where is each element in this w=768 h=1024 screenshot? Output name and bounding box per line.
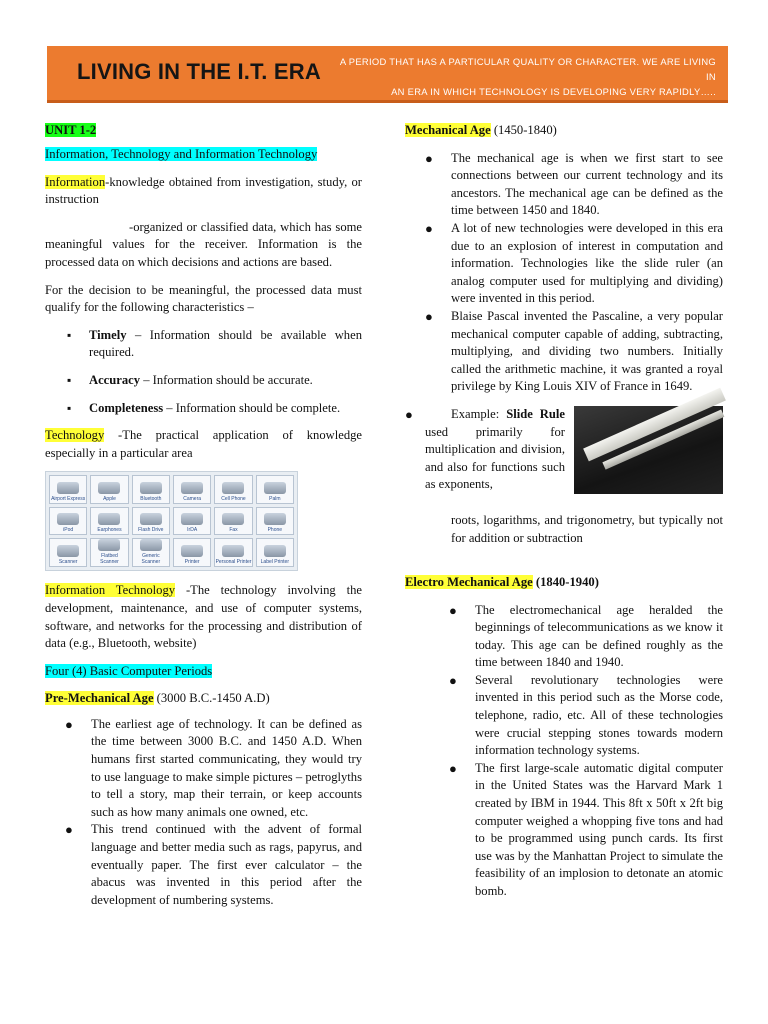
device-tile: Earphones — [90, 507, 128, 536]
technology-term: Technology — [45, 428, 105, 443]
premech-heading: Pre-Mechanical Age (3000 B.C.-1450 A.D) — [45, 691, 270, 706]
list-item: ● The earliest age of technology. It can be defined as the time between 3000 B.C. and 1450 A.D. When humans first started communicating, they would try to use language to make simple pictures – petroglyths to tell a story, map their terrain, or keep accounts such as how many animals one owned, etc. — [65, 716, 362, 819]
electro-heading: Electro Mechanical Age (1840-1940) — [405, 574, 599, 589]
slide-rule-image — [574, 406, 723, 494]
mechanical-list — [405, 150, 723, 396]
technology-definition: Technology -The practical application of knowledge especially in a particular area — [45, 428, 362, 460]
information-def-text: -knowledge obtained from investigation, study, or instruction — [45, 174, 362, 207]
device-tile: Cell Phone — [214, 475, 252, 504]
bullet-icon: ● — [449, 672, 457, 688]
device-tile: Personal Printer — [214, 538, 252, 567]
device-tile: Scanner — [49, 538, 87, 567]
list-item: ● The mechanical age is when we first start to see connections between our current technology and its ancestors. The mechanical age can be defined as the time between 1450 and 1840. — [425, 150, 723, 218]
electro-title: Electro Mechanical Age — [405, 574, 533, 589]
bullet-icon: ● — [65, 716, 73, 732]
periods-heading: Four (4) Basic Computer Periods — [45, 663, 213, 678]
bullet-icon: ● — [425, 308, 433, 324]
list-item: ● A lot of new technologies were developed in this era due to an explosion of interest in computation and information. Technologies like the slide ruler (an analog computer used for multiplying and dividing) were invented in this period. — [425, 220, 723, 306]
list-item: ▪ Timely – Information should be available when required. — [67, 327, 362, 360]
slide-rule-term: Slide Rule — [506, 406, 565, 421]
device-tile: Generic Scanner — [132, 538, 170, 567]
bullet-icon: ● — [425, 150, 433, 166]
tagline-line-2: AN ERA IN WHICH TECHNOLOGY IS DEVELOPING VERY RAPIDLY….. — [391, 86, 716, 97]
unit-subtitle: Information, Technology and Information Technology — [45, 147, 318, 161]
list-item: ● Blaise Pascal invented the Pascaline, a very popular mechanical computer capable of adding, subtracting, multiplying, and dividing two numbers. Initially called the arithmetic machine, it was granted a royal privilege by King Louis XIV of France in 1649. — [425, 308, 723, 394]
bullet-icon: ▪ — [67, 372, 72, 387]
tagline-line-1: A PERIOD THAT HAS A PARTICULAR QUALITY OR CHARACTER. WE ARE LIVING IN — [339, 56, 716, 82]
device-tile: Flash Drive — [132, 507, 170, 536]
premech-list — [45, 716, 362, 910]
device-tile: Fax — [214, 507, 252, 536]
device-tile: iPod — [49, 507, 87, 536]
right-column — [405, 122, 723, 901]
bullet-icon: ● — [425, 220, 433, 236]
premech-title: Pre-Mechanical Age — [45, 691, 154, 706]
information-term: Information — [45, 174, 106, 189]
it-definition: Information Technology -The technology involving the development, maintenance, and use of computer systems, software, and networks for the processing and distribution of data (e.g., Bluetooth, website) — [45, 583, 362, 651]
bullet-icon: ● — [449, 602, 457, 618]
example-continuation: roots, logarithms, and trigonometry, but typically not for addition or subtraction — [451, 512, 723, 545]
list-item: ▪ Accuracy – Information should be accurate. — [45, 372, 362, 390]
mechanical-title: Mechanical Age — [405, 123, 491, 137]
bullet-icon: ● — [65, 822, 73, 838]
electro-list — [405, 602, 723, 901]
bullet-icon: ● — [449, 760, 457, 776]
device-tile: IrDA — [173, 507, 211, 536]
characteristics-list — [45, 327, 362, 417]
example-text: ● Example: Slide Rule used primarily for multiplication and division, and also for functions such as exponents, — [405, 406, 565, 492]
bullet-icon: ▪ — [67, 327, 72, 342]
page-header — [47, 46, 728, 103]
information-def-2: -organized or classified data, which has some meaningful values for the receiver. Information is the processed data on which decisions and actions are based. — [45, 219, 362, 269]
device-tile: Flatbed Scanner — [90, 538, 128, 567]
list-item: ▪ Completeness – Information should be complete. — [45, 400, 362, 418]
information-definition — [45, 174, 362, 209]
it-term: Information Technology — [45, 583, 176, 598]
device-tile: Airport Express — [49, 475, 87, 504]
technology-devices-image — [45, 471, 298, 571]
device-tile: Label Printer — [256, 538, 294, 567]
device-tile: Camera — [173, 475, 211, 504]
list-item: ● The first large-scale automatic digital computer in the United States was the Harvard Mark 1 created by IBM in 1944. This 8ft x 50ft x 2ft big computer weighed a whopping five tons and had to be programmed using punch cards. Its first use was by the Manhattan Project to simulate the feasibility of an implosion to detonate an atomic bomb. — [449, 760, 723, 898]
left-column — [45, 122, 362, 909]
mechanical-heading: Mechanical Age (1450-1840) — [405, 123, 557, 137]
device-tile: Printer — [173, 538, 211, 567]
list-item: ● The electromechanical age heralded the beginnings of telecommunications as we know it today. This age can be defined roughly as the time between 1840 and 1940. — [449, 602, 723, 670]
device-tile: Phone — [256, 507, 294, 536]
bullet-icon: ● — [405, 406, 413, 422]
page-title: LIVING IN THE I.T. ERA — [77, 59, 321, 84]
list-item: ● Several revolutionary technologies were invented in this period such as the Morse code, telephone, radio, etc. All of these technologies were crucial stepping stones towards modern information technology systems. — [449, 672, 723, 758]
slide-rule-example — [405, 406, 723, 546]
device-tile: Apple — [90, 475, 128, 504]
bullet-icon: ▪ — [67, 400, 72, 415]
device-tile: Bluetooth — [132, 475, 170, 504]
list-item: ● This trend continued with the advent of formal language and better media such as rags, papyrus, and eventually paper. The first ever calculator – the abacus was invented in this period after the development of numbering systems. — [65, 822, 362, 907]
header-tagline — [336, 54, 716, 99]
unit-label: UNIT 1-2 — [45, 123, 97, 137]
device-tile: Palm — [256, 475, 294, 504]
decision-paragraph: For the decision to be meaningful, the processed data must qualify for the following characteristics – — [45, 282, 362, 315]
